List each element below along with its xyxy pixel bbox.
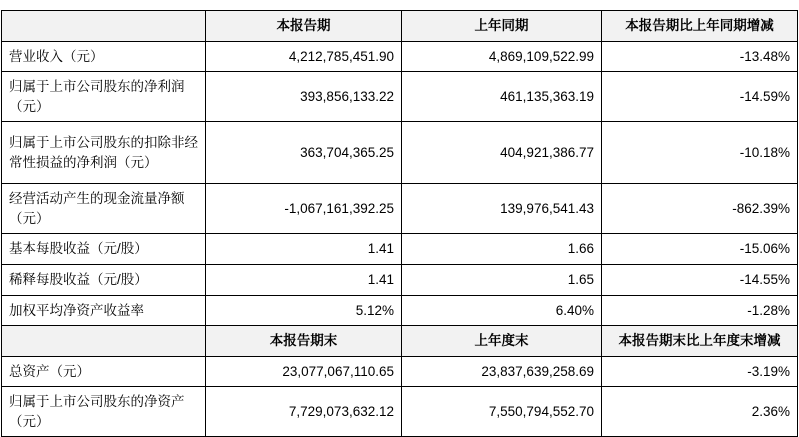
row-value-current: 1.41 <box>206 234 402 265</box>
table-row <box>2 387 798 437</box>
row-value-change: -862.39% <box>602 184 798 234</box>
table-header-row-period <box>2 11 798 42</box>
table-row <box>2 234 798 265</box>
row-label: 加权平均净资产收益率 <box>2 295 206 326</box>
row-value-current: 4,212,785,451.90 <box>206 41 402 72</box>
table-row <box>2 122 798 184</box>
header-cell-previous-period: 上年同期 <box>402 11 602 42</box>
row-value-previous: 1.65 <box>402 264 602 295</box>
header-cell-period-change: 本报告期比上年同期增减 <box>602 11 798 42</box>
row-value-current: -1,067,161,392.25 <box>206 184 402 234</box>
row-value-change: -15.06% <box>602 234 798 265</box>
row-label: 归属于上市公司股东的扣除非经常性损益的净利润（元） <box>2 122 206 184</box>
row-value-current: 23,077,067,110.65 <box>206 356 402 387</box>
row-label: 营业收入（元） <box>2 41 206 72</box>
header-cell-empty <box>2 11 206 42</box>
table-row <box>2 295 798 326</box>
row-value-change: -3.19% <box>602 356 798 387</box>
row-value-previous: 404,921,386.77 <box>402 122 602 184</box>
row-label: 稀释每股收益（元/股） <box>2 264 206 295</box>
row-label: 基本每股收益（元/股） <box>2 234 206 265</box>
row-value-current: 7,729,073,632.12 <box>206 387 402 437</box>
row-label: 总资产（元） <box>2 356 206 387</box>
page-top-margin <box>0 0 799 10</box>
header-cell-last-year-end: 上年度末 <box>402 326 602 357</box>
row-value-change: -1.28% <box>602 295 798 326</box>
row-value-change: -14.55% <box>602 264 798 295</box>
table-row <box>2 41 798 72</box>
table-row <box>2 264 798 295</box>
row-value-previous: 7,550,794,552.70 <box>402 387 602 437</box>
header-cell-empty-2 <box>2 326 206 357</box>
financial-summary-table <box>1 10 798 437</box>
row-value-previous: 23,837,639,258.69 <box>402 356 602 387</box>
row-label: 归属于上市公司股东的净利润（元） <box>2 72 206 122</box>
table-row <box>2 356 798 387</box>
row-value-previous: 4,869,109,522.99 <box>402 41 602 72</box>
table-row <box>2 72 798 122</box>
header-cell-current-period: 本报告期 <box>206 11 402 42</box>
table-header-row-balance <box>2 326 798 357</box>
row-label: 归属于上市公司股东的净资产（元） <box>2 387 206 437</box>
row-value-previous: 1.66 <box>402 234 602 265</box>
row-value-previous: 139,976,541.43 <box>402 184 602 234</box>
row-value-change: -13.48% <box>602 41 798 72</box>
row-value-change: 2.36% <box>602 387 798 437</box>
row-value-current: 1.41 <box>206 264 402 295</box>
row-value-current: 393,856,133.22 <box>206 72 402 122</box>
table-row <box>2 184 798 234</box>
row-value-previous: 461,135,363.19 <box>402 72 602 122</box>
row-value-current: 5.12% <box>206 295 402 326</box>
row-value-change: -10.18% <box>602 122 798 184</box>
header-cell-period-end: 本报告期末 <box>206 326 402 357</box>
row-label: 经营活动产生的现金流量净额（元） <box>2 184 206 234</box>
row-value-previous: 6.40% <box>402 295 602 326</box>
row-value-change: -14.59% <box>602 72 798 122</box>
header-cell-end-change: 本报告期末比上年度末增减 <box>602 326 798 357</box>
row-value-current: 363,704,365.25 <box>206 122 402 184</box>
